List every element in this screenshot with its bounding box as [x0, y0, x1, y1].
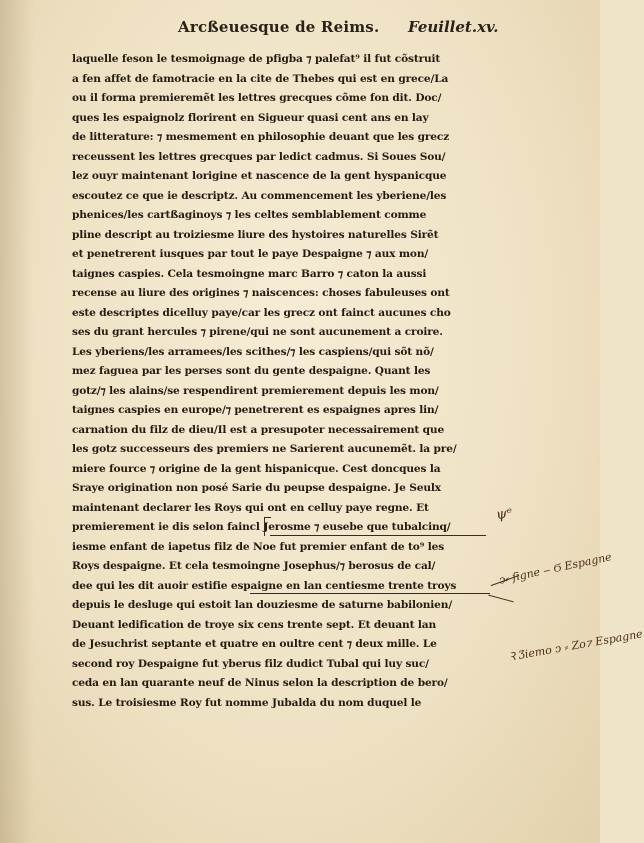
- text-line: premierement ie dis selon faincl Jerosme ⁊ eusebe que tubalcinq/: [72, 521, 451, 533]
- text-line: lez ouyr maintenant lorigine et nascence de la gent hyspanicque: [72, 170, 447, 182]
- text-line: taignes caspies en europe/⁊ penetrerent es espaignes apres lin/: [72, 404, 439, 416]
- text-line: Roys despaigne. Et cela tesmoingne Josephus/⁊ berosus de cal/: [72, 560, 436, 572]
- marginal-pen-stroke: [488, 595, 513, 603]
- text-line: escoutez ce que ie descriptz. Au commencement les yberiene/les: [72, 189, 447, 202]
- text-line: recense au liure des origines ⁊ naiscences: choses fabuleuses ont: [72, 287, 450, 299]
- running-head-title: Arcßeuesque de Reims.: [178, 18, 380, 36]
- marginal-note: ψᵉ: [494, 504, 514, 524]
- text-line: depuis le desluge qui estoit lan douziesme de saturne babilonien/: [72, 599, 453, 611]
- text-line: second roy Despaigne fut yberus filz dudict Tubal qui luy suc/: [72, 657, 429, 670]
- text-line: phenices/les cartßaginoys ⁊ les celtes semblablement comme: [72, 209, 427, 221]
- text-line: ses du grant hercules ⁊ pirene/qui ne sont aucunement a croire.: [72, 326, 443, 338]
- text-line: a fen affet de famotracie en la cite de Thebes qui est en grece/La: [72, 72, 449, 85]
- text-line: Deuant ledification de troye six cens trente sept. Et deuant lan: [72, 618, 437, 631]
- text-line: de Jesuchrist septante et quatre en oultre cent ⁊ deux mille. Le: [72, 638, 437, 650]
- text-line: este descriptes dicelluy paye/car les grecz ont fainct aucunes cho: [72, 306, 451, 319]
- text-line: Sraye origination non posé Sarie du peupse despaigne. Je Seulx: [72, 482, 441, 494]
- text-line: carnation du filz de dieu/Il est a presupoter necessairement que: [72, 423, 445, 436]
- text-line: ceda en lan quarante neuf de Ninus selon la description de bero/: [72, 677, 448, 689]
- text-line: receussent les lettres grecques par ledict cadmus. Si Soues Sou/: [72, 150, 446, 163]
- gutter-shadow: [0, 0, 34, 843]
- text-block: [72, 50, 492, 713]
- text-line: pline descript au troiziesme liure des hystoires naturelles Sirẽt: [72, 228, 439, 241]
- text-line: iesme enfant de iapetus filz de Noe fut premier enfant de to⁹ les: [72, 540, 445, 553]
- text-line: Les yberiens/les arramees/les scithes/⁊ les caspiens/qui sõt nõ/: [72, 345, 434, 358]
- text-line: et penetrerent iusques par tout le paye Despaigne ⁊ aux mon/: [72, 248, 429, 260]
- text-line: ou il forma premieremẽt les lettres grecques cõme fon dit. Doc/: [72, 92, 442, 104]
- pen-underline-mark: [250, 593, 490, 594]
- text-line: gotz/⁊ les alains/se respendirent premierement depuis les mon/: [72, 384, 439, 397]
- text-line: les gotz successeurs des premiers ne Sarierent aucunemẽt. la pre/: [72, 443, 457, 455]
- pen-underline-mark: [270, 535, 486, 536]
- text-line: laquelle feson le tesmoignage de pfigba ⁊ palefat⁹ il fut cõstruit: [72, 53, 441, 65]
- text-line: taignes caspies. Cela tesmoingne marc Barro ⁊ caton la aussi: [72, 267, 427, 280]
- running-head: [0, 14, 600, 40]
- text-line: ques les espaignolz florirent en Sigueur quasi cent ans en lay: [72, 111, 429, 124]
- text-line: mez faguea par les perses sont du gente despaigne. Quant les: [72, 365, 431, 377]
- pen-bracket-mark: [264, 517, 271, 536]
- marginal-note: ↄ⸗ ſigne ‒ Ϭ Espagne: [497, 550, 613, 587]
- text-line: dee qui les dit auoir estifie espaigne en lan centiesme trente troys: [72, 579, 457, 592]
- folio-number: Feuillet.xv.: [408, 18, 499, 36]
- text-line: miere fource ⁊ origine de la gent hispanicque. Cest doncques la: [72, 462, 441, 475]
- text-line: maintenant declarer les Roys qui ont en celluy paye regne. Et: [72, 501, 429, 514]
- text-line: de litterature: ⁊ mesmement en philosophie deuant que les grecz: [72, 131, 450, 143]
- marginal-note: Ꝛ Ʒiemo ↄ ⸗ Zo⁊ Espagne: [507, 627, 644, 664]
- text-line: sus. Le troisiesme Roy fut nomme Jubalda du nom duquel le: [72, 696, 422, 709]
